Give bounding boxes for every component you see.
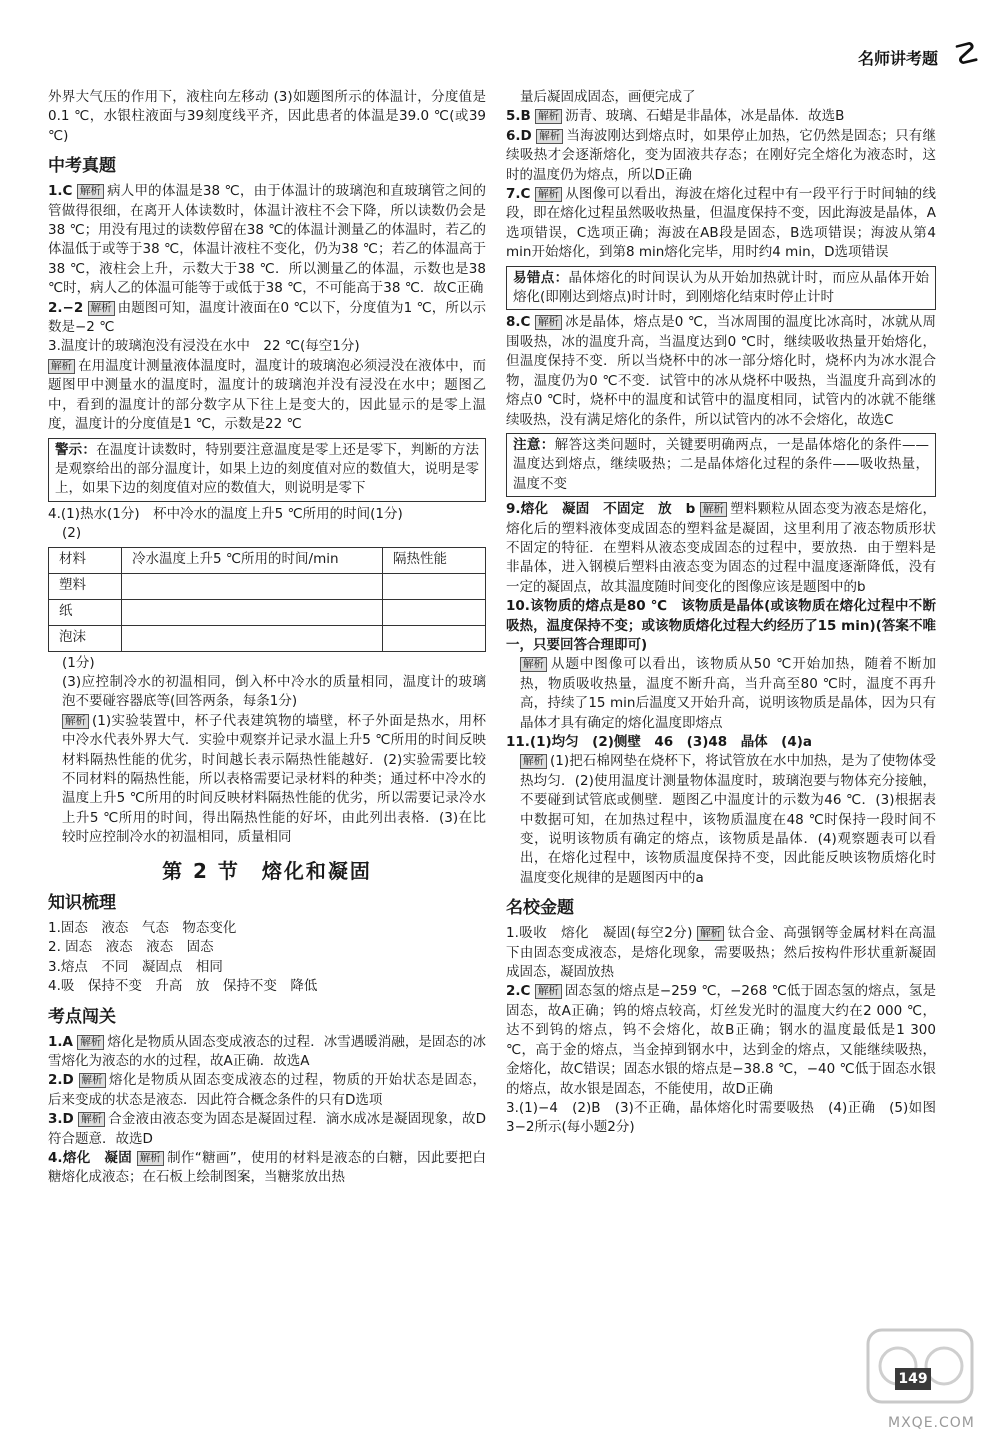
answer-10-key: 10.该物质的熔点是80 ℃ 该物质是晶体(或该物质在熔化过程中不断吸热，温度保持不变；或该物质熔化过程大约经历了15 min)(答案不唯一，只要回答合理即可) [506,598,936,653]
table-row [49,573,486,599]
answer-8-body: 冰是晶体，熔点是0 ℃，当冰周围的温度比冰高时，冰就从周围吸热，冰的温度升高，当温度达到0 ℃时，继续吸收热量开始熔化，但温度保持不变．所以当烧杯中的冰一部分熔化时，烧杯内为冰水混合物，温度仍为0 ℃不变．试管中的冰从烧杯中吸热，当温度升高到冰的熔点0 ℃时，烧杯中的温度和试管中的温度相同，试管内的冰就不能继续吸热，没有满足熔化的条件，所以试管内的冰不会熔化，故选C [506,314,936,428]
error-point-box [506,266,936,311]
section-title: 第 2 节 熔化和凝固 [162,858,372,883]
warning-body: 在温度计读数时，特别要注意温度是零上还是零下，判断的方法是观察给出的部分温度计，如果上边的刻度值对应的数值大，说明是零上，如果下边的刻度值对应的数值大，则说明是零下 [55,441,480,497]
answer-4-score: (1分) [62,654,95,671]
table-cell [122,625,383,651]
answer-1-body: 病人甲的体温是38 ℃，由于体温计的玻璃泡和直玻璃管之间的管做得很细，在离开人体读数时，体温计液柱不会下降，所以读数仍会是38 ℃；用没有甩过的读数停留在38 ℃的体温计测量乙的体温时，若乙的体温低于或等于38 ℃，体温计液柱不变化，仍为38 ℃；若乙的体温高于38 ℃，液柱会上升，示数大于38 ℃．所以测量乙的体温，示数也是38 ℃时，病人乙的体温可能等于或低于38 ℃，不可能高于38 ℃．故C正确 [48,183,486,297]
list-item: 3.熔点 不同 凝固点 相同 [48,958,223,975]
answer-4-key: 4.(1)热水(1分) 杯中冷水的温度上升5 ℃所用的时间(1分) [48,505,403,522]
analysis-tag: 解析 [79,1073,106,1088]
table-cell: 纸 [49,599,122,625]
table-cell [383,573,486,599]
list-item: 4.吸 保持不变 升高 放 保持不变 降低 [48,978,318,995]
answer-9-body: 塑料颗粒从固态变为液态是熔化，熔化后的塑料液体变成固态的塑料盆是凝固，这里利用了液态物质形状不固定的特征．在塑料从液态变成固态的过程中，要放热．由于塑料是非晶体，进入钢模后塑料由液态变为固态的过程中温度逐渐降低，没有一定的凝固点，故其温度随时间变化的图像应该是题图中的b [506,501,937,595]
table-cell [383,599,486,625]
kd-answer-3 [48,1110,486,1149]
kd-answer-1-key: 1.A [48,1033,73,1050]
analysis-tag: 解析 [137,1151,164,1166]
analysis-tag: 解析 [535,187,562,202]
mx-answer-2 [506,982,936,1098]
error-point-label: 易错点： [513,269,569,286]
table-header-cell: 冷水温度上升5 ℃所用的时间/min [122,547,383,573]
kd-answer-2 [48,1071,486,1110]
data-table [48,547,486,652]
answer-3-body: 在用温度计测量液体温度时，温度计的玻璃泡必须浸没在液体中，而题图甲中测量水的温度时，温度计的玻璃泡并没有浸没在水中；题图乙中，看到的温度计的部分数字从下往上是变大的，因此显示的是零上温度，温度计的分度值是1 ℃，示数是22 ℃ [48,357,486,433]
answer-11-key: 11.(1)均匀 (2)侧壁 46 (3)48 晶体 (4)a [506,734,813,750]
answer-6 [506,127,936,185]
analysis-tag: 解析 [520,657,547,672]
answer-10 [506,655,936,733]
answer-7-body: 从图像可以看出，海波在熔化过程中有一段平行于时间轴的线段，即在熔化过程虽然吸收热量，但温度保持不变，因此海波是晶体，A选项错误，C选项正确；海波在AB段是固态，B选项错误；海波从第4 min开始熔化，到第8 min熔化完毕，用时约4 min，D选项错误 [506,186,937,261]
section-heading-zhongkao: 中考真题 [48,156,116,177]
mx-answer-2-body: 固态氢的熔点是−259 ℃，−268 ℃低于固态氢的熔点，氢是固态，故A正确；钨的熔点较高，灯丝发光时的温度大约在2 000 ℃，达不到钨的熔点，钨不会熔化，故B正确；钢水的温度最低是1 300 ℃，高于金的熔点，当金掉到钢水中，达到金的熔点，又能继续吸热，金熔化，故C错误；固态水银的熔点是−38.8 ℃，−40 ℃低于固态水银的熔点，故水银是固态，不能使用，故D正确 [506,983,937,1097]
attention-box [506,433,936,497]
answer-10-body: 从题中图像可以看出，该物质从50 ℃开始加热，随着不断加热，物质吸收热量，温度不断升高，当升高至80 ℃时，温度不再升高，持续了15 min后温度又开始升高，说明该物质是晶体，因为只有晶体才具有确定的熔化温度即熔点 [520,656,936,731]
table-cell: 塑料 [49,573,122,599]
answer-4-body: (1)实验装置中，杯子代表建筑物的墙壁，杯子外面是热水，用杯中冷水代表外界大气．实验中观察并记录水温上升5 ℃所用的时间反映材料隔热性能的优劣，时间越长表示隔热性能越好．(2)实验需要比较不同材料的隔热性能，所以表格需要记录材料的种类；通过杯中冷水的温度上升5 ℃所用的时间反映材料隔热性能的优劣，所以需要记录冷水上升5 ℃所用的时间，得出隔热性能的好坏，由此列出表格．(3)在比较时应控制冷水的初温相同，质量相同 [62,712,486,846]
analysis-tag: 解析 [77,1035,104,1050]
kd-answer-2-body: 熔化是物质从固态变成液态的过程，物质的开始状态是固态，后来变成的状态是液态．因此符合概念条件的只有D选项 [48,1072,487,1108]
intro-text: 外界大气压的作用下，液柱向左移动 (3)如题图所示的体温计，分度值是0.1 ℃，水银柱液面与39刻度线平齐，因此患者的体温是39.0 ℃(或39 ℃) [48,89,486,144]
analysis-tag: 解析 [78,1112,105,1127]
answer-5 [506,107,936,126]
answer-1 [48,182,486,298]
answer-8 [506,313,936,429]
kd-answer-4-body: 制作“糖画”，使用的材料是液态的白糖，因此要把白糖熔化成液态；在石板上绘制图案，当糖浆放出热 [48,1150,486,1186]
mx-answer-1-key: 1.吸收 熔化 凝固(每空2分) [506,925,693,942]
analysis-tag: 解析 [535,315,562,330]
table-header-row [49,547,486,573]
kd-answer-2-key: 2.D [48,1072,74,1089]
attention-body: 解答这类问题时，关键要明确两点，一是晶体熔化的条件——温度达到熔点，继续吸热；二是晶体熔化过程的条件——吸收热量，温度不变 [513,436,930,492]
analysis-tag: 解析 [700,502,727,517]
answer-3 [48,357,486,435]
table-row [49,599,486,625]
brand-logo-icon: ☡ [953,37,980,72]
answer-2-key: 2.−2 [48,299,84,316]
answer-6-key: 6.D [506,127,532,144]
kd-answer-3-key: 3.D [48,1111,74,1128]
kd-answer-1 [48,1033,486,1072]
right-column [506,88,936,1138]
section-heading-kaodian: 考点闯关 [48,1006,116,1027]
table-cell [122,599,383,625]
answer-2-body: 由题图可知，温度计液面在0 ℃以下，分度值为1 ℃，所以示数是−2 ℃ [48,299,486,336]
table-cell [383,625,486,651]
answer-7 [506,185,936,263]
analysis-tag: 解析 [520,754,547,769]
error-point-body: 晶体熔化的时间误认为从开始加热就计时，而应从晶体开始熔化(即刚达到熔点)时计时，到刚熔化结束时停止计时 [513,269,930,306]
answer-8-key: 8.C [506,314,531,331]
list-item: 2. 固态 液态 液态 固态 [48,939,214,956]
mx-answer-1 [506,924,936,982]
mx-answer-2-key: 2.C [506,983,531,1000]
answer-2 [48,299,486,338]
answer-6-body: 当海波刚达到熔点时，如果停止加热，它仍然是固态；只有继续吸热才会逐渐熔化，变为固液共存态；在刚好完全熔化为液态时，这时的温度仍为熔点，所以D正确 [506,127,937,183]
continued-text: 量后凝固成固态，画便完成了 [520,89,696,105]
table-cell [122,573,383,599]
answer-4 [48,712,486,848]
answer-9-key: 9.熔化 凝固 不固定 放 b [506,501,696,518]
answer-4-sub3: (3)应控制冷水的初温相同，倒入杯中冷水的质量相同，温度计的玻璃泡不要碰容器底等(回答两条，每条1分) [62,673,486,710]
analysis-tag: 解析 [48,359,75,374]
warning-label: 警示： [55,441,97,458]
kd-answer-4-key: 4.熔化 凝固 [48,1150,133,1167]
analysis-tag: 解析 [535,109,562,124]
analysis-tag: 解析 [62,714,89,729]
analysis-tag: 解析 [535,984,562,999]
section-heading-mingxiao: 名校金题 [506,898,574,919]
answer-1-key: 1.C [48,183,73,200]
warning-box [48,438,486,502]
analysis-tag: 解析 [536,129,563,144]
answer-11 [506,752,936,888]
answer-7-key: 7.C [506,186,531,203]
table-row [49,625,486,651]
mx-answer-1-body: 钛合金、高强钢等金属材料在高温下由固态变成液态，是熔化现象，需要吸热；然后按构件形状重新凝固成固态，凝固放热 [506,925,936,981]
kd-answer-3-body: 合金液由液态变为固态是凝固过程．滴水成冰是凝固现象，故D符合题意．故选D [48,1111,486,1147]
kd-answer-4 [48,1149,486,1188]
table-header-cell: 材料 [49,547,122,573]
page-number: 149 [895,1368,931,1390]
answer-4-sub2: (2) [62,525,82,542]
attention-label: 注意： [513,436,555,453]
section-heading-zhishi: 知识梳理 [48,893,116,913]
analysis-tag: 解析 [697,926,724,941]
left-column [48,88,486,1188]
table-cell: 泡沫 [49,625,122,651]
kd-answer-1-body: 熔化是物质从固态变成液态的过程．冰雪遇暖消融，是固态的冰雪熔化为液态的水的过程，故A正确．故选A [48,1033,487,1070]
list-item: 1.固态 液态 气态 物态变化 [48,920,237,936]
header [0,0,1000,96]
watermark-text: MXQE.COM [888,1415,975,1431]
answer-3-key: 3.温度计的玻璃泡没有浸没在水中 22 ℃(每空1分) [48,338,360,355]
analysis-tag: 解析 [77,184,104,199]
mx-answer-3: 3.(1)−4 (2)B (3)不正确，晶体熔化时需要吸热 (4)正确 (5)如图3−2所示(每小题2分) [506,1099,936,1136]
answer-5-body: 沥青、玻璃、石蜡是非晶体，冰是晶体．故选B [565,108,845,125]
analysis-tag: 解析 [88,301,115,316]
answer-11-body: (1)把石棉网垫在烧杯下，将试管放在水中加热，是为了使物体受热均匀．(2)使用温度计测量物体温度时，玻璃泡要与物体充分接触，不要碰到试管底或侧壁．题图乙中温度计的示数为46 ℃．(3)根据表中数据可知，在加热过程中，该物质温度在48 ℃时保持一段时间不变，说明该物质有确定的熔点，该物质是晶体．(4)观察题表可以看出，在熔化过程中，该物质温度保持不变，因此能反映该物质熔化时温度变化规律的是题图丙中的a [520,753,936,886]
brand-title: 名师讲考题 [857,49,938,68]
answer-5-key: 5.B [506,108,531,125]
answer-9 [506,500,936,597]
table-header-cell: 隔热性能 [383,547,486,573]
